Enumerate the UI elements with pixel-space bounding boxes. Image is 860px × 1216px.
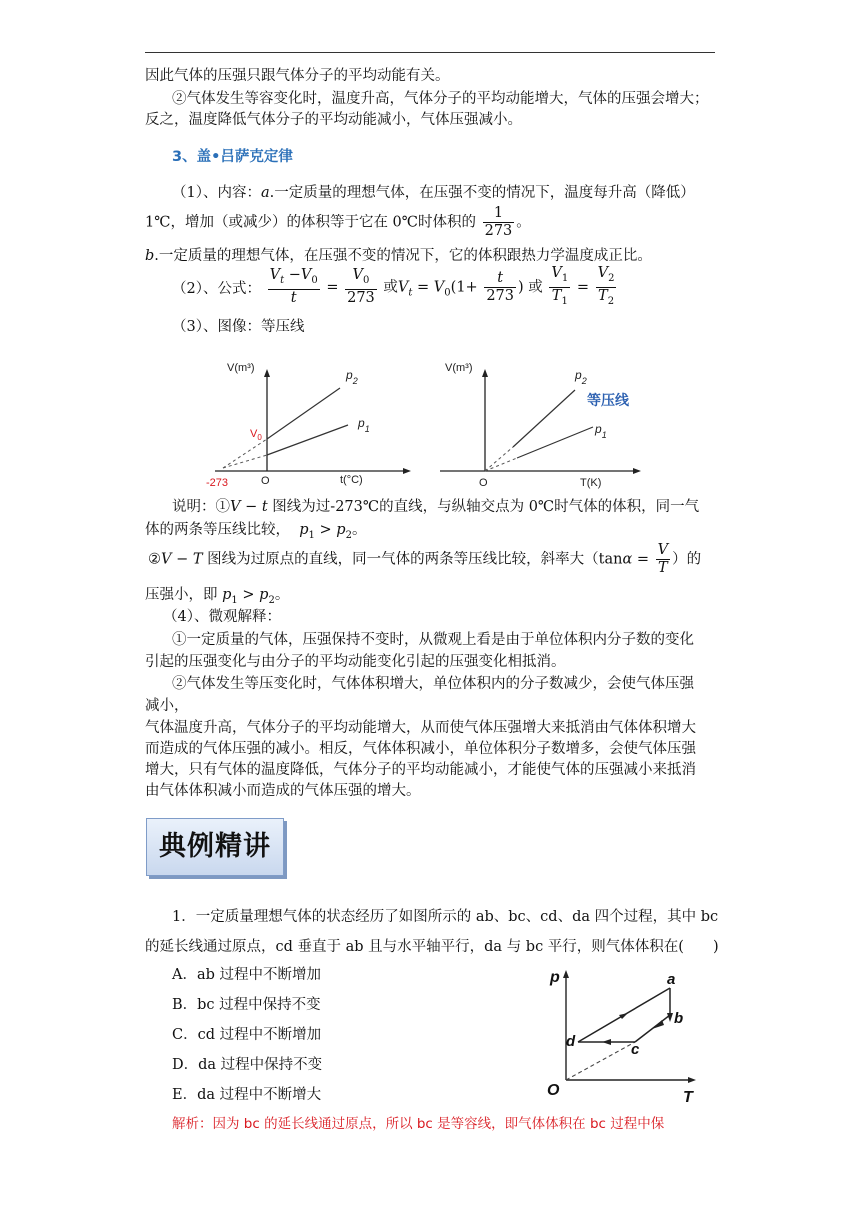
text-line: 因此气体的压强只跟气体分子的平均动能有关。 — [145, 68, 450, 84]
image-label: （3）、图像：等压线 — [172, 319, 305, 335]
p2-label: $p_2$ — [346, 368, 358, 386]
analysis-text: 解析：因为 bc 的延长线通过原点，所以 bc 是等容线，即气体体积在 bc 过程中保 — [172, 1116, 665, 1132]
point-d-label: d — [566, 1033, 576, 1050]
point-a-label: a — [667, 971, 676, 988]
p1-label: $p_1$ — [595, 422, 607, 440]
section-title: 3、盖•吕萨克定律 — [172, 149, 293, 165]
text-line: 气体温度升高，气体分子的平均动能增大，从而使气体压强增大来抵消由气体体积增大 — [145, 720, 696, 736]
question-line: 1．一定质量理想气体的状态经历了如图所示的 ab、bc、cd、da 四个过程，其中 bc — [172, 909, 719, 925]
text-line: ②气体发生等压变化时，气体体积增大，单位体积内的分子数减少，会使气体压强 — [172, 676, 694, 692]
isobar-label: 等压线 — [587, 392, 629, 408]
content-a-cont: 1℃，增加（或减少）的体积等于它在 0℃时体积的 $\frac{1}{273}$ 。 — [145, 205, 531, 239]
text-line: 反之，温度降低气体分子的平均动能减小，气体压强减小。 — [145, 112, 522, 128]
text-line: 引起的压强变化与由分子的平均动能变化引起的压强变化相抵消。 — [145, 654, 566, 670]
text-line: 由气体体积减小而造成的气体压强的增大。 — [145, 783, 421, 799]
option-c[interactable]: C．cd 过程中不断增加 — [172, 1027, 322, 1043]
p-axis-label: p — [550, 969, 560, 986]
bc-segment — [635, 1015, 670, 1042]
text-line: 而造成的气体压强的减小。相反，气体体积减小，单位体积分子数增多，会使气体压强 — [145, 741, 696, 757]
p1-label: $p_1$ — [358, 416, 370, 434]
y-axis-label: V(m³) — [445, 362, 473, 374]
p2-line — [267, 388, 340, 439]
section-banner: 典例精讲 — [146, 818, 284, 876]
note-2-cont: 压强小，即 $p_1 > p_2$。 — [145, 587, 290, 606]
note-1-cont: 体的两条等压线比较， $p_1 > p_2$。 — [145, 522, 367, 541]
origin-label: O — [479, 477, 488, 489]
note-2: ②V − T 图线为过原点的直线，同一气体的两条等压线比较，斜率大（tanα = $\frac{V}{T}$ ）的 — [148, 542, 702, 576]
point-b-label: b — [674, 1010, 684, 1027]
p1-line — [267, 425, 348, 455]
formula-line: （2）、公式： $\frac{V_t -V_0}{t}$ = $\frac{V_0}{273}$ 或$V_t = V_0(1+$ $\frac{t}{273}$ ) 或 $\frac{V_1}{T_1}$ = $\frac{V_2}{T_2}$ — [172, 265, 615, 307]
micro-title: （4）、微观解释： — [163, 609, 281, 625]
pT-cycle-graph — [540, 962, 710, 1107]
x-axis-label: t(°C) — [340, 474, 363, 486]
origin-label: O — [547, 1082, 560, 1099]
point-c-label: c — [631, 1041, 640, 1058]
y-axis-label: V(m³) — [227, 362, 255, 374]
vT-graph — [435, 355, 645, 490]
T-axis-label: T — [683, 1089, 693, 1106]
content-b: b.一定质量的理想气体，在压强不变的情况下，它的体积跟热力学温度成正比。 — [145, 248, 652, 264]
text-line: ②气体发生等容变化时，温度升高，气体分子的平均动能增大，气体的压强会增大； — [172, 91, 709, 107]
option-a[interactable]: A．ab 过程中不断增加 — [172, 967, 322, 983]
note-1: 说明：①V − t 图线为过-273℃的直线，与纵轴交点为 0℃时气体的体积，同一气 — [172, 499, 700, 515]
question-line: 的延长线通过原点，cd 垂直于 ab 且与水平轴平行，da 与 bc 平行，则气体体积在( ) — [145, 939, 719, 955]
text-line: 增大，只有气体的温度降低，气体分子的平均动能减小，才能使气体的压强减小来抵消 — [145, 762, 696, 778]
v0-label: $V_0$ — [250, 428, 262, 442]
content-a: （1）、内容：a.一定质量的理想气体，在压强不变的情况下，温度每升高（降低） — [172, 185, 695, 201]
vt-graph — [205, 355, 415, 490]
x-axis-label: T(K) — [580, 477, 602, 489]
text-line: ①一定质量的气体，压强保持不变时，从微观上看是由于单位体积内分子数的变化 — [172, 632, 694, 648]
option-b[interactable]: B．bc 过程中保持不变 — [172, 997, 321, 1013]
p2-label: $p_2$ — [575, 368, 587, 386]
text-line: 减小， — [145, 698, 189, 714]
header-rule — [145, 52, 715, 53]
origin-label: O — [261, 475, 270, 487]
option-e[interactable]: E．da 过程中不断增大 — [172, 1087, 322, 1103]
fraction-1-273: $\frac{1}{273}$ — [484, 205, 513, 239]
option-d[interactable]: D．da 过程中保持不变 — [172, 1057, 323, 1073]
neg-273-label: -273 — [206, 477, 229, 489]
p1-line — [517, 427, 593, 458]
